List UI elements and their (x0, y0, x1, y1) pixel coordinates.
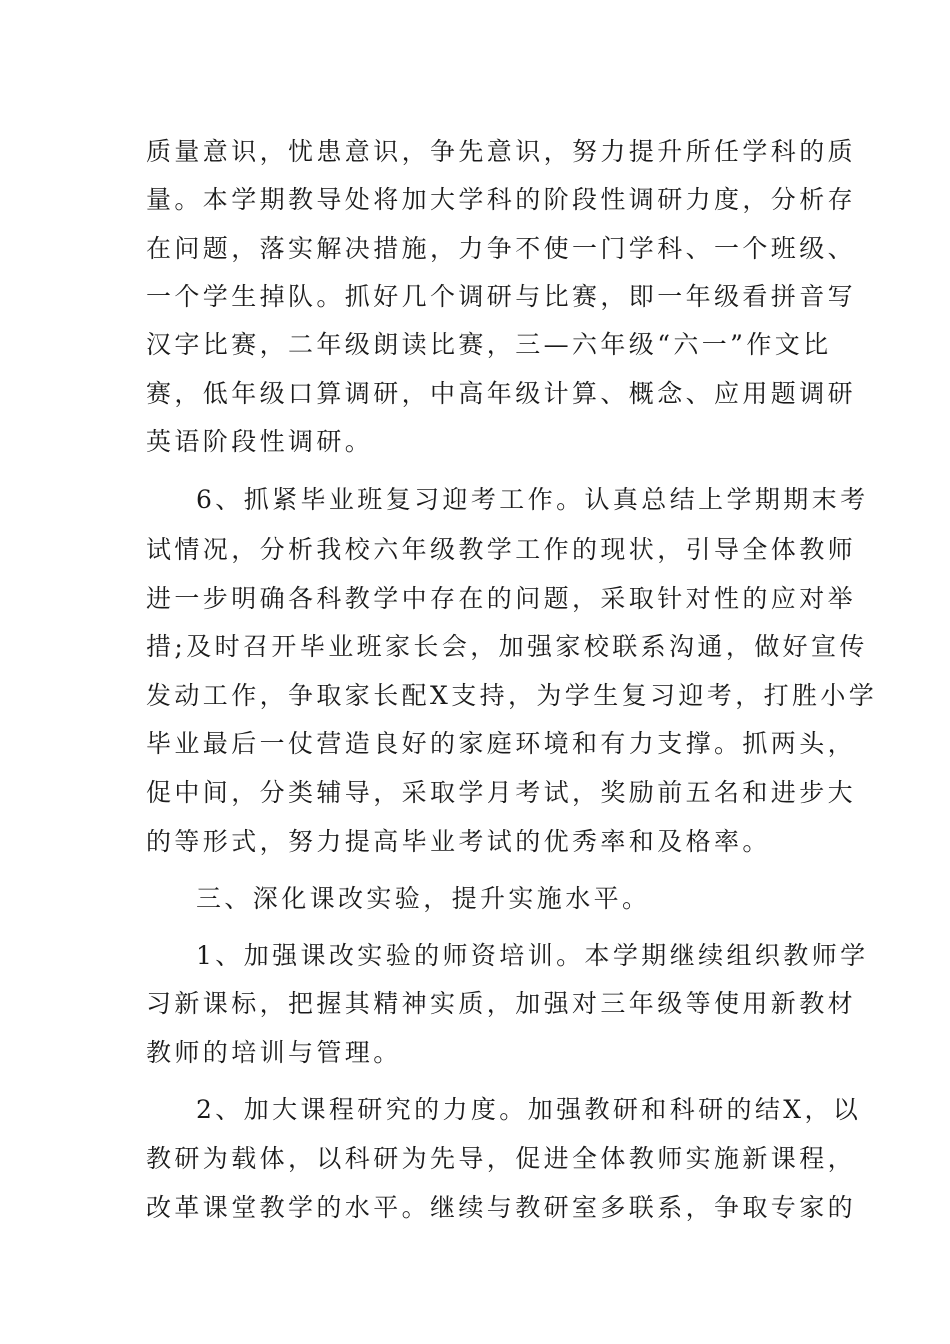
text-line: 习新课标，把握其精神实质，加强对三年级等使用新教材 (146, 989, 857, 1018)
text-line: 毕业最后一仗营造良好的家庭环境和有力支撑。抓两头， (146, 729, 857, 758)
paragraph-start-line: 6、抓紧毕业班复习迎考工作。认真总结上学期期末考 (196, 485, 869, 514)
text-line: 教师的培训与管理。 (146, 1038, 402, 1067)
text-line: 改革课堂教学的水平。继续与教研室多联系，争取专家的 (146, 1193, 857, 1222)
text-line: 教研为载体，以科研为先导，促进全体教师实施新课程， (146, 1144, 857, 1173)
text-line: 在问题，落实解决措施，力争不使一门学科、一个班级、 (146, 234, 857, 263)
section-heading: 三、深化课改实验，提升实施水平。 (196, 884, 651, 913)
text-line: 英语阶段性调研。 (146, 427, 374, 456)
text-line: 发动工作，争取家长配X支持，为学生复习迎考，打胜小学 (146, 681, 878, 710)
paragraph-start-line: 1、加强课改实验的师资培训。本学期继续组织教师学 (196, 941, 869, 970)
text-line: 试情况，分析我校六年级教学工作的现状，引导全体教师 (146, 535, 857, 564)
text-line: 一个学生掉队。抓好几个调研与比赛，即一年级看拼音写 (146, 282, 857, 311)
text-line: 量。本学期教导处将加大学科的阶段性调研力度，分析存 (146, 185, 857, 214)
text-line: 的等形式，努力提高毕业考试的优秀率和及格率。 (146, 827, 771, 856)
text-line: 汉字比赛，二年级朗读比赛，三—六年级“六一”作文比 (146, 330, 832, 359)
text-line: 措;及时召开毕业班家长会，加强家校联系沟通，做好宣传 (146, 632, 868, 661)
text-line: 质量意识，忧患意识，争先意识，努力提升所任学科的质 (146, 137, 857, 166)
text-line: 促中间，分类辅导，采取学月考试，奖励前五名和进步大 (146, 778, 857, 807)
text-line: 赛，低年级口算调研，中高年级计算、概念、应用题调研 (146, 379, 857, 408)
text-line: 进一步明确各科教学中存在的问题，采取针对性的应对举 (146, 584, 857, 613)
paragraph-start-line: 2、加大课程研究的力度。加强教研和科研的结X，以 (196, 1095, 862, 1124)
